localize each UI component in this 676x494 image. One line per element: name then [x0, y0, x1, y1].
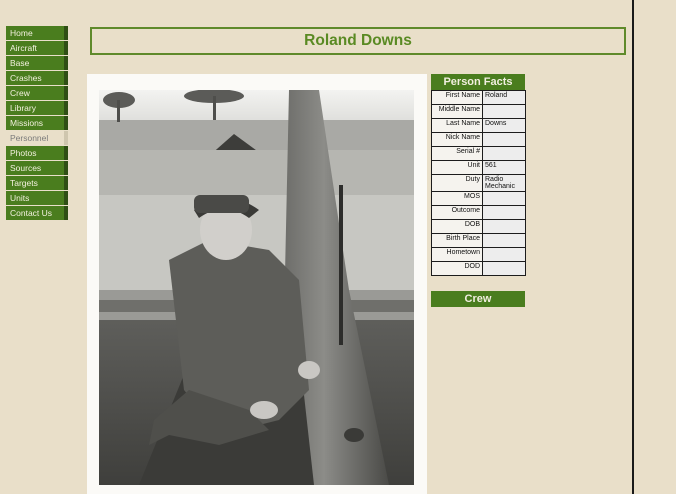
page-title: Roland Downs	[90, 27, 626, 55]
facts-label: DOB	[432, 220, 483, 234]
facts-row-duty	[432, 175, 526, 192]
nav-item-photos[interactable]: Photos	[6, 146, 68, 160]
facts-value: 561	[483, 161, 526, 175]
facts-row-dob	[432, 220, 526, 234]
sidebar-nav	[6, 26, 68, 221]
facts-label: Duty	[432, 175, 483, 192]
facts-value	[483, 248, 526, 262]
facts-value: Radio Mechanic	[483, 175, 526, 192]
nav-item-contact-us[interactable]: Contact Us	[6, 206, 68, 220]
nav-item-base[interactable]: Base	[6, 56, 68, 70]
person-photo-image	[99, 90, 414, 485]
facts-label: Birth Place	[432, 234, 483, 248]
facts-label: Outcome	[432, 206, 483, 220]
facts-value	[483, 133, 526, 147]
facts-label: Last Name	[432, 119, 483, 133]
facts-row-outcome	[432, 206, 526, 220]
facts-row-mos	[432, 192, 526, 206]
facts-label: Unit	[432, 161, 483, 175]
facts-row-nick-name	[432, 133, 526, 147]
nav-item-missions[interactable]: Missions	[6, 116, 68, 130]
facts-label: Nick Name	[432, 133, 483, 147]
nav-item-home[interactable]: Home	[6, 26, 68, 40]
facts-value	[483, 192, 526, 206]
facts-label: DOD	[432, 262, 483, 276]
person-photo	[87, 74, 427, 494]
facts-row-first-name	[432, 91, 526, 105]
facts-row-hometown	[432, 248, 526, 262]
nav-item-units[interactable]: Units	[6, 191, 68, 205]
facts-row-dod	[432, 262, 526, 276]
facts-label: First Name	[432, 91, 483, 105]
facts-value	[483, 234, 526, 248]
facts-value: Roland	[483, 91, 526, 105]
facts-label: Hometown	[432, 248, 483, 262]
facts-label: Middle Name	[432, 105, 483, 119]
facts-value	[483, 105, 526, 119]
facts-row-serial	[432, 147, 526, 161]
facts-value: Downs	[483, 119, 526, 133]
facts-row-birth-place	[432, 234, 526, 248]
nav-item-crashes[interactable]: Crashes	[6, 71, 68, 85]
facts-row-unit	[432, 161, 526, 175]
nav-item-aircraft[interactable]: Aircraft	[6, 41, 68, 55]
nav-item-library[interactable]: Library	[6, 101, 68, 115]
facts-value	[483, 206, 526, 220]
nav-item-personnel[interactable]: Personnel	[6, 131, 68, 145]
page-right-border	[632, 0, 634, 494]
nav-item-targets[interactable]: Targets	[6, 176, 68, 190]
nav-item-crew[interactable]: Crew	[6, 86, 68, 100]
crew-button[interactable]: Crew	[431, 291, 525, 307]
facts-value	[483, 147, 526, 161]
facts-label: MOS	[432, 192, 483, 206]
facts-value	[483, 262, 526, 276]
facts-row-last-name	[432, 119, 526, 133]
person-facts-header: Person Facts	[431, 74, 525, 90]
facts-row-middle-name	[432, 105, 526, 119]
nav-item-sources[interactable]: Sources	[6, 161, 68, 175]
facts-value	[483, 220, 526, 234]
person-facts-table	[431, 90, 526, 276]
facts-label: Serial #	[432, 147, 483, 161]
